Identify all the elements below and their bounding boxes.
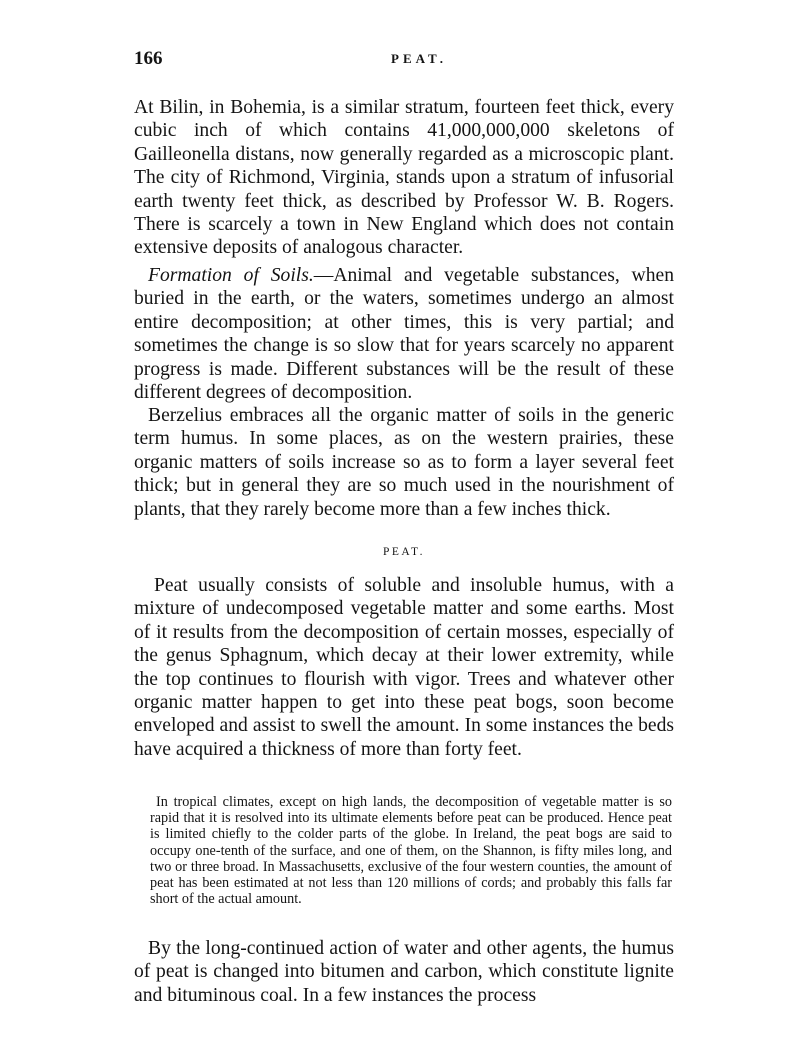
paragraph-bilin: At Bilin, in Bohemia, is a similar stratum, fourteen feet thick, every cubic inch of which contains 41,000,000,000 skeletons of Gailleonella distans, now generally regarded as a microscopic plant. The city of Richmond, Virginia, stands upon a stratum of infusorial earth twenty feet thick, as described by Professor W. B. Rogers. There is scarcely a town in New England which does not contain extensive deposits of analogous character.: [134, 97, 674, 259]
paragraph-bitumen: By the long-continued action of water and other agents, the humus of peat is changed into bitumen and carbon, which constitute lignite and bituminous coal. In a few instances the process: [134, 938, 674, 1006]
paragraph-berzelius: Berzelius embraces all the organic matter of soils in the generic term humus. In some places, as on the western prairies, these organic matters of soils increase so as to form a layer several feet thick; but in general they are so much used in the nourishment of plants, that they rarely become more than a few inches thick.: [134, 405, 674, 520]
page-header: [134, 48, 674, 78]
section-heading-peat: PEAT.: [383, 546, 425, 558]
paragraph-formation-of-soils: [134, 264, 674, 404]
paragraph-peat-composition: Peat usually consists of soluble and insoluble humus, with a mixture of undecomposed vegetable matter and some earths. Most of it results from the decomposition of certain mosses, especially of the genus Sphagnum, which decay at their lower extremity, while the top continues to flourish with vigor. Trees and whatever other organic matter happen to get into these peat bogs, soon become enveloped and assist to swell the amount. In some instances the beds have acquired a thickness of more than forty feet.: [134, 575, 674, 760]
page-number: 166: [134, 48, 163, 69]
small-print-note: In tropical climates, except on high lands, the decomposition of vegetable matter is so rapid that it is resolved into its ultimate elements before peat can be produced. Hence peat is limited chiefly to the colder parts of the globe. In Ireland, the peat bogs are said to occupy one-tenth of the surface, and one of them, on the Shannon, is fifty miles long, and two or three broad. In Massachusetts, exclusive of the four western counties, the amount of peat has been estimated at not less than 120 millions of cords; and probably this falls far short of the actual amount.: [150, 794, 672, 908]
formation-of-soils-heading: Formation of Soils.: [148, 265, 314, 286]
running-title: PEAT.: [391, 51, 447, 66]
formation-of-soils-text: —Animal and vegetable substances, when buried in the earth, or the waters, sometimes undergo an almost entire decomposition; at other times, this is very partial; and sometimes the change is so slow that for years scarcely no apparent progress is made. Different substances will be the result of these different degrees of decomposition.: [134, 265, 674, 404]
